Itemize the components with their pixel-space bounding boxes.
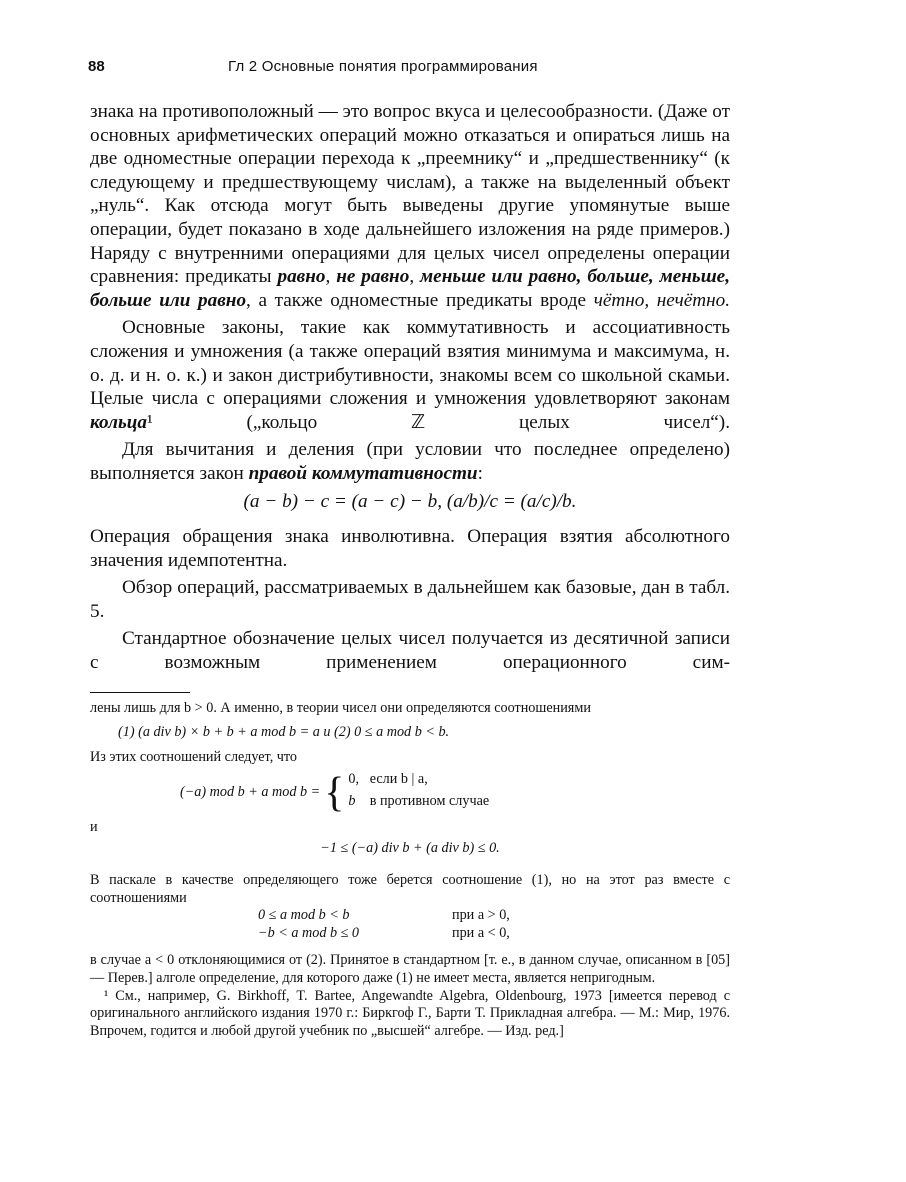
- p1-sep2: ,: [409, 266, 421, 288]
- f4a-expr: 0 ≤ a mod b < b: [258, 907, 350, 924]
- note-1: лены лишь для b > 0. А именно, в теории чисел они определяются соотношениями: [90, 700, 591, 716]
- case-2-value: b: [348, 792, 356, 809]
- p2-ring: кольца: [90, 411, 147, 433]
- p1-predicates-2: чётно, нечётно.: [593, 289, 731, 311]
- paragraph-1: [90, 100, 730, 312]
- p1-text: знака на противоположный — это вопрос вкуса и целесообразности. (Даже от основных арифметических операций можно отказаться и опираться лишь на две одноместные операции перехода к „преемнику“ и „предшественнику“ (к следующему и предшествующему числам), а также на выделенный объект „нуль“. Как отсюда могут быть выведены другие упомянутые выше операции, будет показано в ходе дальнейшего изложения на ряде примеров.) Наряду с внутренними операциями для целых чисел определены операции сравнения: предикаты: [90, 101, 730, 288]
- f4b-expr: −b < a mod b ≤ 0: [258, 924, 360, 941]
- paragraph-3: [90, 438, 730, 485]
- case-1-value: 0,: [348, 770, 360, 787]
- case-rows: [348, 771, 489, 815]
- formula-1-2: (1) (a div b) × b + b + a mod b = a и (2) 0 ≤ a mod b < b.: [118, 723, 450, 740]
- paragraph-4: Операция обращения знака инволютивна. Операция взятия абсолютного значения идемпотентна.: [90, 526, 730, 571]
- formula-3: −1 ≤ (−a) div b + (a div b) ≤ 0.: [320, 840, 500, 857]
- p2-text: Основные законы, такие как коммутативность и ассоциативность сложения и умножения (а также операций взятия минимума и максимума, н. о. д. и н. о. к.) и закон дистрибутивности, знакомы всем со школьной скамьи. Целые числа с операциями сложения и умножения удовлетворяют законам: [90, 317, 730, 410]
- page-number: 88: [88, 58, 105, 75]
- note-5: в случае a < 0 отклоняющимися от (2). Принятое в стандартном [т. е., в данном случае, описанном в [05] — Перев.] алголе определение, для которого даже (1) не имеет места, является непригодным.: [90, 952, 730, 986]
- f4a-cond: при a > 0,: [452, 907, 510, 924]
- p1-predicates: меньше или равно, больше, меньше, больше или равно: [90, 266, 730, 311]
- case-1-cond: если b | a,: [369, 770, 428, 787]
- p3-colon: :: [477, 462, 483, 484]
- p3-text: Для вычитания и деления (при условии что последнее определено) выполняется закон: [90, 439, 730, 484]
- footnote-1: ¹ См., например, G. Birkhoff, T. Bartee, Angewandte Algebra, Oldenbourg, 1973 [имеется перевод с оригинального английского издания 1970 г.: Биркгоф Г., Барти Т. Прикладная алгебра. — М.: Мир, 1976. Впрочем, годится и любой другой учебник по „высшей“ алгебре. — Изд. ред.]: [90, 987, 730, 1039]
- footnote-rule: [90, 692, 190, 693]
- note-4: В паскале в качестве определяющего тоже берется соотношение (1), но на этот раз вместе с соотношениями: [90, 871, 730, 906]
- p1-equal: равно: [277, 266, 326, 288]
- formula-right-commutativity: (a − b) − c = (a − c) − b, (a/b)/c = (a/c)/b.: [243, 490, 577, 512]
- formula-4a: [258, 907, 730, 925]
- left-brace: {: [324, 769, 345, 816]
- formula-cases: [180, 771, 730, 815]
- f4b-cond: при a < 0,: [452, 924, 510, 941]
- cases-lhs: (−a) mod b + a mod b =: [180, 783, 321, 800]
- footnotes: [90, 700, 730, 1040]
- p1-notequal: не равно: [336, 266, 410, 288]
- p2-text-b: ¹ („кольцо ℤ целых чисел“).: [147, 411, 730, 433]
- main-text: [90, 100, 730, 679]
- case-row-2: [348, 793, 489, 815]
- p1-text-b: , а также одноместные предикаты вроде: [246, 289, 594, 311]
- running-header: [88, 58, 728, 82]
- p3-law: правой коммутативности: [248, 462, 478, 484]
- note-3: и: [90, 818, 98, 835]
- chapter-title: Гл 2 Основные понятия программирования: [228, 58, 538, 75]
- paragraph-5: Обзор операций, рассматриваемых в дальнейшем как базовые, дан в табл. 5.: [90, 577, 730, 622]
- case-row-1: [348, 771, 489, 793]
- formula-4b: [258, 925, 730, 943]
- case-2-cond: в противном случае: [369, 792, 490, 809]
- p1-sep1: ,: [325, 266, 337, 288]
- paragraph-6: Стандартное обозначение целых чисел получается из десятичной записи с возможным применением операционного сим-: [90, 628, 730, 674]
- note-2: Из этих соотношений следует, что: [90, 749, 298, 766]
- paragraph-2: [90, 316, 730, 434]
